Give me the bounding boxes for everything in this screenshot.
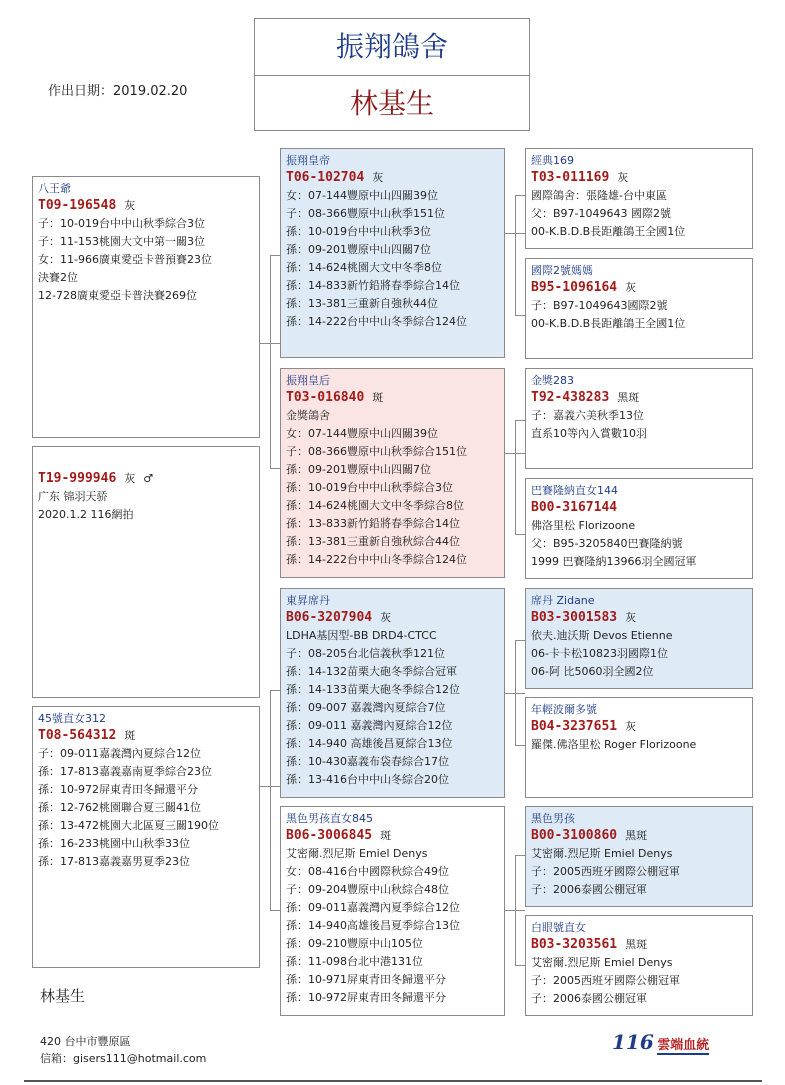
info-line: 广东 锦羽天骄 <box>38 490 108 503</box>
info-line: 父：B97-1049643 國際2號 <box>531 207 671 220</box>
connector <box>270 468 280 469</box>
info-line: 00-K.B.D.B長距離鴿王全國1位 <box>531 317 686 330</box>
info-line: 孫：09-201豐原中山四關7位 <box>286 243 431 256</box>
loft-name: 振翔鴿舍 <box>255 19 529 76</box>
ring-number: T09-196548 灰 <box>38 198 136 213</box>
date-value: 2019.02.20 <box>113 84 188 99</box>
pigeon-name: 黑色男孩直女845 <box>286 812 373 825</box>
info-line: 子：10-019台中中山秋季綜合3位 <box>38 217 205 230</box>
subject-card <box>32 446 260 698</box>
date-label: 作出日期： <box>48 84 114 99</box>
ggp-card <box>525 588 753 689</box>
sex-symbol: ♂ <box>143 472 154 485</box>
sire-dam-card <box>280 368 505 578</box>
info-line: 孫：13-833新竹鉛將春季綜合14位 <box>286 517 460 530</box>
info-line: 孫：17-813嘉義嘉南夏季綜合23位 <box>38 765 212 778</box>
footer-owner: 林基生 <box>40 987 86 1005</box>
pigeon-color: 斑 <box>124 729 136 742</box>
ring-number: T19-999946 灰 ♂ <box>38 471 154 486</box>
pigeon-name: 金獎283 <box>531 374 574 387</box>
info-line: 1999 巴賽隆納13966羽全國冠軍 <box>531 555 697 568</box>
pigeon-name: 席丹 Zidane <box>531 594 595 607</box>
connector <box>515 855 516 965</box>
pigeon-name: 經典169 <box>531 154 574 167</box>
ring-number: T06-102704 灰 <box>286 170 384 185</box>
info-line: 子：2006泰國公棚冠軍 <box>531 992 647 1005</box>
info-line: 子：2005西班牙國際公棚冠軍 <box>531 865 680 878</box>
info-line: 子：2005西班牙國際公棚冠軍 <box>531 974 680 987</box>
dam-dam-card <box>280 806 505 1016</box>
info-line: 艾密爾.烈尼斯 Emiel Denys <box>286 847 428 860</box>
info-line: 孫：14-624桃園大文中冬季綜合8位 <box>286 499 464 512</box>
ggp-card <box>525 368 753 469</box>
ring-number: T92-438283 黑斑 <box>531 390 640 405</box>
pigeon-color: 灰 <box>625 281 637 294</box>
info-line: 艾密爾.烈尼斯 Emiel Denys <box>531 847 673 860</box>
title-box <box>254 18 530 131</box>
ggp-card <box>525 806 753 907</box>
info-line: 孫：09-007 嘉義灣內夏綜合7位 <box>286 701 446 714</box>
dam-sire-card <box>280 588 505 798</box>
info-line: 女：11-966廣東愛亞卡普預賽23位 <box>38 253 212 266</box>
info-line: 孫：11-098台北中港131位 <box>286 955 423 968</box>
info-line: 孫：13-381三重新自強秋44位 <box>286 297 438 310</box>
info-line: 孫：10-972屏東青田冬歸還平分 <box>286 991 446 1004</box>
ring-number: T03-016840 斑 <box>286 390 384 405</box>
info-line: 孫：13-381三重新自強秋綜合44位 <box>286 535 460 548</box>
ring-number: B95-1096164 灰 <box>531 280 637 295</box>
pigeon-name: 黑色男孩 <box>531 812 575 825</box>
info-line: 孫：14-940高雄後昌夏季綜合13位 <box>286 919 460 932</box>
info-line: 佛洛里松 Florizoone <box>531 519 636 532</box>
connector <box>270 255 271 468</box>
sire-card <box>32 176 260 438</box>
pigeon-color: 斑 <box>372 391 384 404</box>
pigeon-color: 灰 <box>380 611 392 624</box>
pigeon-name: 45號直女312 <box>38 712 106 725</box>
info-line: 決賽2位 <box>38 271 78 284</box>
ring-number: B06-3207904 灰 <box>286 610 392 625</box>
pigeon-color: 灰 <box>124 199 136 212</box>
info-line: 孫：17-813嘉義嘉男夏季23位 <box>38 855 190 868</box>
info-line: 孫：14-833新竹鉛將春季綜合14位 <box>286 279 460 292</box>
info-line: 孫：09-011嘉義灣內夏季綜合12位 <box>286 901 460 914</box>
info-line: 女：08-416台中國際秋綜合49位 <box>286 865 449 878</box>
pigeon-color: 黑斑 <box>617 391 640 404</box>
pigeon-color: 灰 <box>124 472 136 485</box>
pigeon-color: 灰 <box>372 171 384 184</box>
ggp-card <box>525 915 753 1016</box>
ring-number: B03-3203561 黑斑 <box>531 937 648 952</box>
info-line: 孫：14-624桃園大文中冬季8位 <box>286 261 442 274</box>
info-line: 父：B95-3205840巴賽隆納號 <box>531 537 683 550</box>
info-line: 孫：09-210豐原中山105位 <box>286 937 423 950</box>
date-line <box>48 80 187 99</box>
info-line: 孫：10-430嘉義布袋春綜合17位 <box>286 755 449 768</box>
ring-number: T08-564312 斑 <box>38 728 136 743</box>
ggp-card <box>525 478 753 579</box>
connector <box>515 195 525 196</box>
info-line: 女：07-144豐原中山四關39位 <box>286 189 438 202</box>
logo <box>612 1030 709 1054</box>
pigeon-name: 巴賽隆納直女144 <box>531 484 618 497</box>
ggp-card <box>525 148 753 249</box>
info-line: 子：2006泰國公棚冠軍 <box>531 883 647 896</box>
ring-number: B06-3006845 斑 <box>286 828 392 843</box>
pigeon-name: 八王爺 <box>38 182 71 195</box>
info-line: 孫：14-222台中中山冬季綜合124位 <box>286 553 467 566</box>
info-line: 孫：14-132苗栗大砲冬季綜合冠軍 <box>286 665 457 678</box>
pigeon-color: 黑斑 <box>625 938 648 951</box>
connector <box>515 855 525 856</box>
connector <box>270 255 280 256</box>
ggp-card <box>525 697 753 798</box>
info-line: 子：11-153桃園大文中第一關3位 <box>38 235 205 248</box>
connector <box>515 640 525 641</box>
footer-address: 420 台中市豐原區 <box>40 1035 131 1048</box>
pigeon-name: 東昇席丹 <box>286 594 330 607</box>
info-line: 孫：13-472桃園大北區夏三關190位 <box>38 819 219 832</box>
sire-sire-card <box>280 148 505 358</box>
logo-number: 116 <box>612 1030 654 1054</box>
info-line: 06-阿 比5060羽全國2位 <box>531 665 654 678</box>
info-line: LDHA基因型-BB DRD4-CTCC <box>286 629 437 642</box>
ring-number: T03-011169 灰 <box>531 170 629 185</box>
pigeon-color: 斑 <box>380 829 392 842</box>
pigeon-color: 灰 <box>625 720 637 733</box>
connector <box>270 690 271 910</box>
info-line: 00-K.B.D.B長距離鴿王全國1位 <box>531 225 686 238</box>
ring-number: B00-3167144 <box>531 500 618 515</box>
info-line: 孫：14-222台中中山冬季綜合124位 <box>286 315 467 328</box>
info-line: 子：09-204豐原中山秋綜合48位 <box>286 883 449 896</box>
connector <box>515 534 525 535</box>
pigeon-color: 灰 <box>617 171 629 184</box>
info-line: 2020.1.2 116網拍 <box>38 508 134 521</box>
pigeon-name: 國際2號媽媽 <box>531 264 593 277</box>
ring-number: B04-3237651 灰 <box>531 719 637 734</box>
info-line: 06-卡卡松10823羽國際1位 <box>531 647 668 660</box>
connector <box>515 315 525 316</box>
info-line: 孫：14-133苗栗大砲冬季綜合12位 <box>286 683 460 696</box>
dam-card <box>32 706 260 968</box>
info-line: 孫：10-019台中中山秋季3位 <box>286 225 431 238</box>
pigeon-name: 振翔皇帝 <box>286 154 330 167</box>
info-line: 子：08-366豐原中山秋季綜合151位 <box>286 445 467 458</box>
info-line: 羅傑.佛洛里松 Roger Florizoone <box>531 738 697 751</box>
owner-name-title: 林基生 <box>349 87 434 120</box>
info-line: 孫：09-201豐原中山四關7位 <box>286 463 431 476</box>
info-line: 孫：14-940 高雄後昌夏綜合13位 <box>286 737 453 750</box>
pigeon-name: 振翔皇后 <box>286 374 330 387</box>
connector <box>515 640 516 745</box>
info-line: 子：B97-1049643國際2號 <box>531 299 668 312</box>
ring-number: B03-3001583 灰 <box>531 610 637 625</box>
info-line: 孫：09-011 嘉義灣內夏綜合12位 <box>286 719 453 732</box>
pigeon-color: 黑斑 <box>625 829 648 842</box>
connector <box>515 195 516 315</box>
info-line: 金獎鴿舍 <box>286 409 330 422</box>
info-line: 子：08-205台北信義秋季121位 <box>286 647 445 660</box>
info-line: 直系10等內入賞數10羽 <box>531 427 647 440</box>
info-line: 孫：10-972屏東青田冬歸還平分 <box>38 783 198 796</box>
info-line: 孫：12-762桃園聯合夏三關41位 <box>38 801 201 814</box>
info-line: 子：09-011嘉義灣內夏綜合12位 <box>38 747 201 760</box>
info-line: 艾密爾.烈尼斯 Emiel Denys <box>531 956 673 969</box>
connector <box>515 965 525 966</box>
pigeon-name: 年輕波爾多號 <box>531 703 597 716</box>
info-line: 子：嘉義六美秋季13位 <box>531 409 644 422</box>
info-line: 孫：16-233桃園中山秋季33位 <box>38 837 190 850</box>
connector <box>515 420 516 534</box>
info-line: 孫：10-019台中中山秋季綜合3位 <box>286 481 453 494</box>
connector <box>270 910 280 911</box>
ggp-card <box>525 258 753 359</box>
pigeon-color: 灰 <box>625 611 637 624</box>
logo-text: 雲端血統 <box>657 1038 710 1053</box>
info-line: 12-728廣東愛亞卡普決賽269位 <box>38 289 197 302</box>
connector <box>515 420 525 421</box>
footer-email: 信箱：gisers111@hotmail.com <box>40 1052 207 1065</box>
info-line: 國際鴿舍：張隆雄-台中東區 <box>531 189 667 202</box>
info-line: 依夫.迪沃斯 Devos Etienne <box>531 629 673 642</box>
info-line: 子：08-366豐原中山秋季151位 <box>286 207 445 220</box>
pigeon-name: 白眼號直女 <box>531 921 586 934</box>
info-line: 孫：13-416台中中山冬綜合20位 <box>286 773 449 786</box>
info-line: 女：07-144豐原中山四關39位 <box>286 427 438 440</box>
connector <box>270 690 280 691</box>
bottom-rule <box>24 1080 762 1082</box>
connector <box>515 745 525 746</box>
ring-number: B00-3100860 黑斑 <box>531 828 648 843</box>
info-line: 孫：10-971屏東青田冬歸還平分 <box>286 973 446 986</box>
